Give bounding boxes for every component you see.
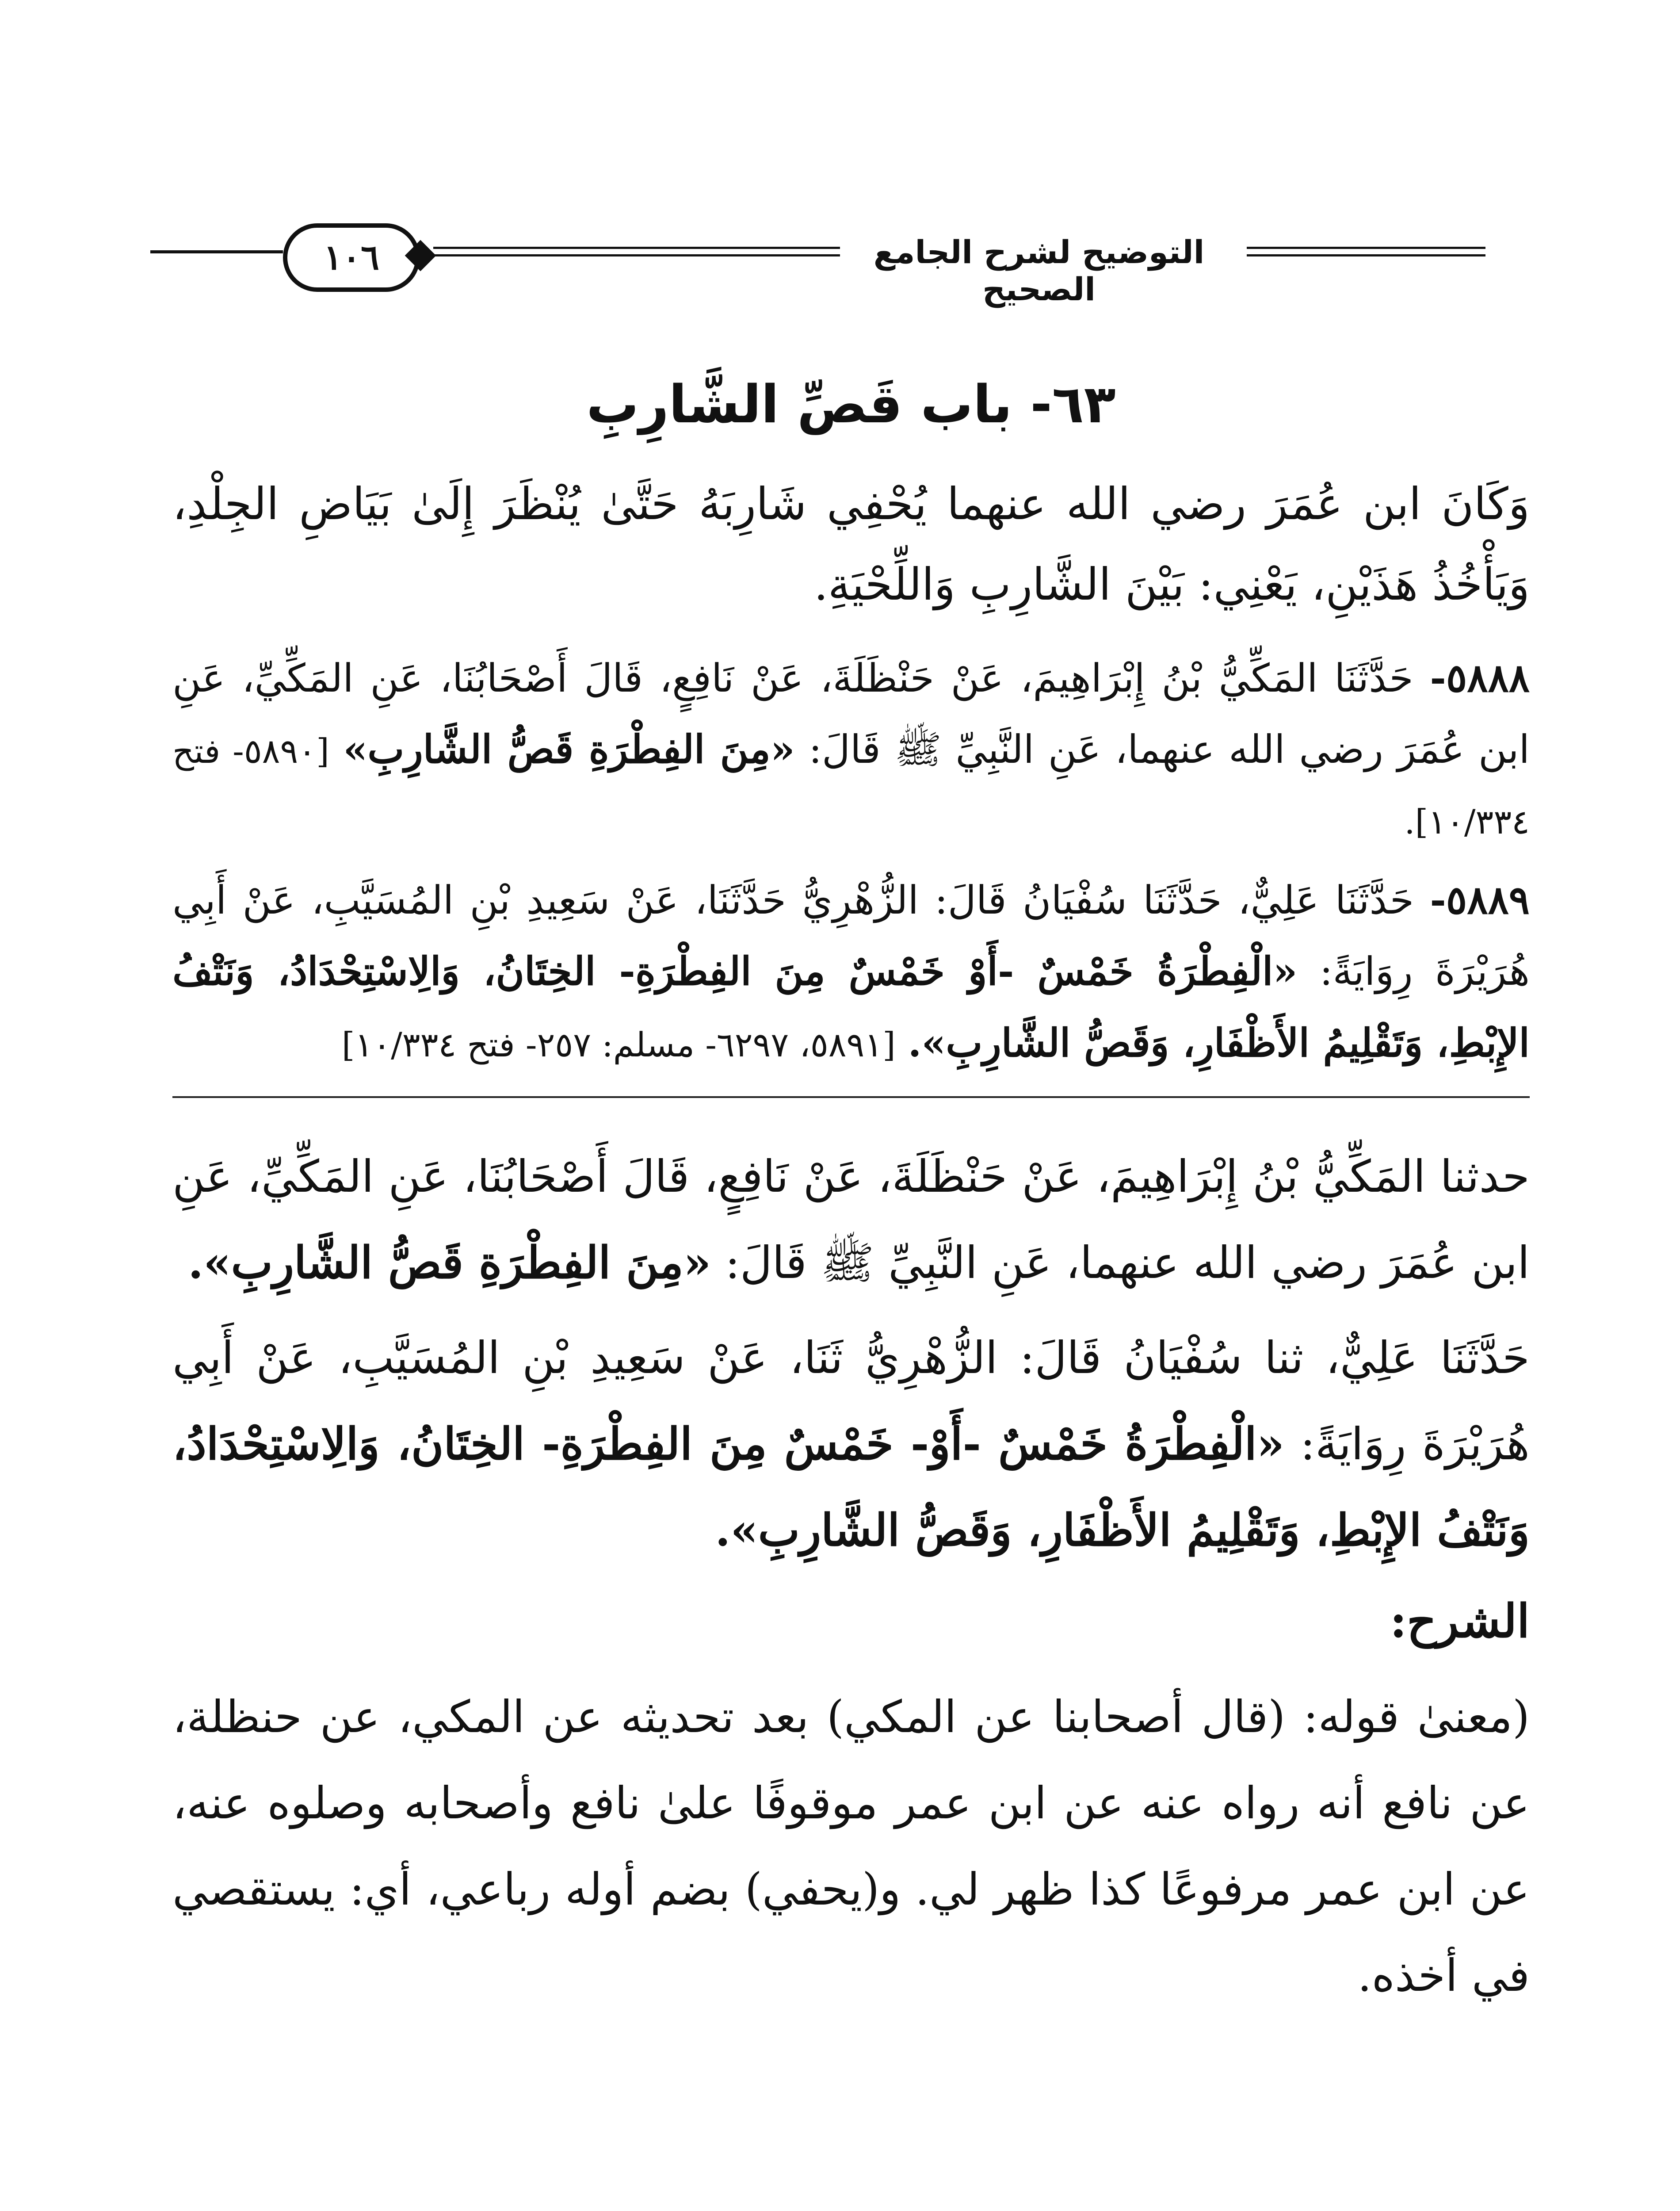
- header-rule-left: [150, 250, 283, 253]
- page-number: ١٠٦: [283, 223, 420, 292]
- hadith-5888: [172, 643, 1530, 856]
- hadith-reference: [٥٨٩١، ٦٢٩٧- مسلم: ٢٥٧- فتح ١٠/٣٣٤]: [341, 1025, 896, 1064]
- hadith-matn: «الْفِطْرَةُ خَمْسٌ -أَوْ خَمْسٌ مِنَ الفِطْرَةِ- الخِتَانُ، وَالِاسْتِحْدَادُ، وَنَتْفُ الإِبْطِ، وَتَقْلِيمُ الأَظْفَارِ، وَقَصُّ الشَّارِبِ».: [172, 948, 1530, 1066]
- header-rule-right: [1247, 247, 1485, 256]
- hadith-number: ٥٨٨٨-: [1430, 654, 1530, 701]
- alt-hadith-5888: [172, 1133, 1530, 1306]
- page-header: [150, 221, 1485, 308]
- hadith-reference: [٥٨٩٠- فتح ١٠/٣٣٤].: [172, 731, 1530, 842]
- alt-hadith-5889: [172, 1315, 1530, 1573]
- alt-hadith-isnad: حدثنا المَكِّيُّ بْنُ إِبْرَاهِيمَ، عَنْ حَنْظَلَةَ، عَنْ نَافِعٍ، قَالَ أَصْحَابُنَا، عَنِ المَكِّيِّ، عَنِ ابن عُمَرَ رضي الله عنهما، عَنِ النَّبِيِّ ﷺ قَالَ:: [172, 1150, 1530, 1289]
- sharh-text: (معنىٰ قوله: (قال أصحابنا عن المكي) بعد تحديثه عن المكي، عن حنظلة، عن نافع أنه رواه عنه عن ابن عمر موقوفًا علىٰ نافع وأصحابه وصلوه عنه، عن ابن عمر مرفوعًا كذا ظهر لي. و(يحفي) بضم أوله رباعي، أي: يستقصي في أخذه.: [172, 1691, 1530, 2001]
- chapter-title: ٦٣- باب قَصِّ الشَّارِبِ: [586, 374, 1116, 435]
- hadith-number: ٥٨٨٩-: [1430, 877, 1530, 923]
- running-title: التوضيح لشرح الجامع الصحيح: [840, 233, 1238, 308]
- alt-hadith-matn: «مِنَ الفِطْرَةِ قَصُّ الشَّارِبِ».: [188, 1236, 711, 1289]
- hadith-matn: «مِنَ الفِطْرَةِ قَصُّ الشَّارِبِ»: [343, 726, 795, 772]
- alt-hadith-matn: «الْفِطْرَةُ خَمْسٌ -أَوْ- خَمْسٌ مِنَ الفِطْرَةِ- الخِتَانُ، وَالِاسْتِحْدَادُ، وَنَتْفُ الإِبْطِ، وَتَقْلِيمُ الأَظْفَارِ، وَقَصُّ الشَّارِبِ».: [172, 1417, 1530, 1556]
- hadith-isnad: حَدَّثَنَا عَلِيٌّ، حَدَّثَنَا سُفْيَانُ قَالَ: الزُّهْرِيُّ حَدَّثَنَا، عَنْ سَعِيدِ بْنِ المُسَيَّبِ، عَنْ أَبِي هُرَيْرَةَ رِوَايَةً:: [172, 877, 1530, 995]
- alt-hadith-isnad: حَدَّثَنَا عَلِيٌّ، ثنا سُفْيَانُ قَالَ: الزُّهْرِيُّ ثَنَا، عَنْ سَعِيدِ بْنِ المُسَيَّبِ، عَنْ أَبِي هُرَيْرَةَ رِوَايَةً:: [172, 1331, 1530, 1470]
- hadith-isnad: حَدَّثَنَا المَكِّيُّ بْنُ إِبْرَاهِيمَ، عَنْ حَنْظَلَةَ، عَنْ نَافِعٍ، قَالَ أَصْحَابُنَا، عَنِ المَكِّيِّ، عَنِ ابن عُمَرَ رضي الله عنهما، عَنِ النَّبِيِّ ﷺ قَالَ:: [172, 655, 1530, 772]
- main-content: [172, 363, 1530, 2019]
- hadith-5889: [172, 865, 1530, 1078]
- sharh-heading: الشرح:: [1390, 1593, 1530, 1648]
- header-rule-middle: [433, 247, 840, 256]
- section-divider: [172, 1096, 1530, 1098]
- chapter-intro: وَكَانَ ابن عُمَرَ رضي الله عنهما يُحْفِي شَارِبَهُ حَتَّىٰ يُنْظَرَ إِلَىٰ بَيَاضِ الجِلْدِ، وَيَأْخُذُ هَذَيْنِ، يَعْنِي: بَيْنَ الشَّارِبِ وَاللِّحْيَةِ.: [172, 478, 1530, 610]
